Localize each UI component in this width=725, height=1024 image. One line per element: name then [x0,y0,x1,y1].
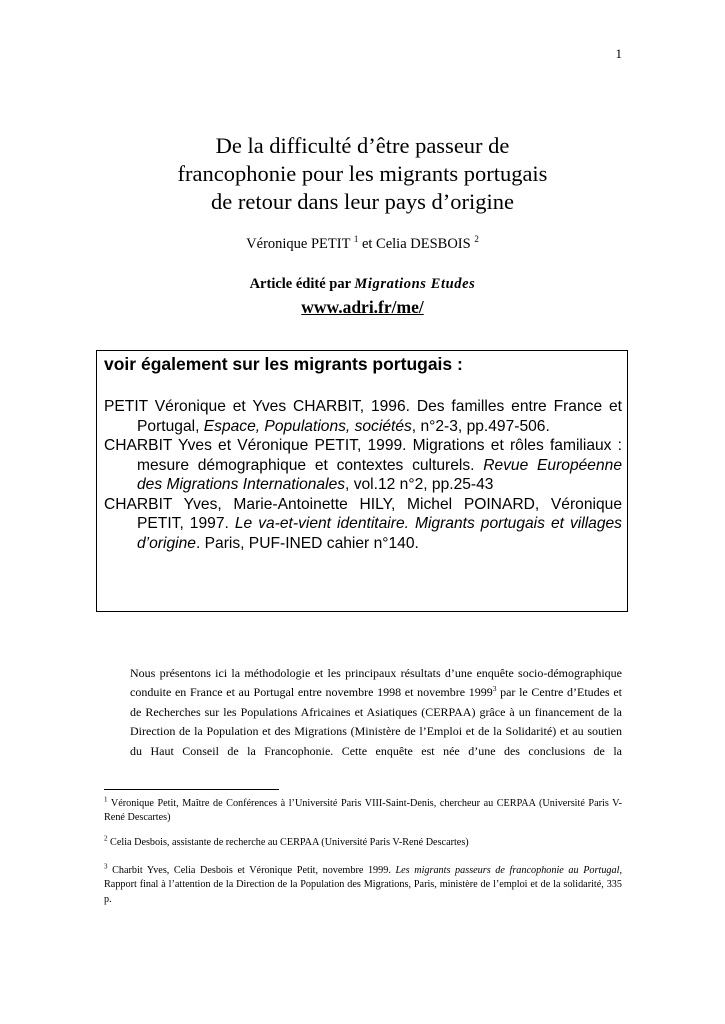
footnote-ref-2: 2 [474,234,479,245]
footnote-number: 2 [104,834,108,843]
reference-text-end: . Paris, PUF-INED cahier n°140. [195,534,419,552]
footnote-ref-3: 3 [492,684,497,694]
body-text-2: par le Centre d’Etudes et de Recherches sur les Populations Africaines et Asiatiques (CERPAA) grâce à un financement de la Direction de la Population et des Migrations (Ministère de l’Emploi et de la Solidarité) et au soutien du Haut Conseil de la Francophonie. Cette enquête est née d’une des conclusions de la [130,685,622,758]
reference-text: CHARBIT Yves, Marie-Antoinette HILY, Michel POINARD, Véronique PETIT, 1997. [104,495,622,532]
reference-item [104,495,622,554]
author-1: Véronique PETIT [246,236,351,252]
footnote-text: Véronique Petit, Maître de Conférences à l’Université Paris VIII-Saint-Denis, chercheur au CERPAA (Université Paris V-René Descartes) [104,798,622,824]
title-line-3: de retour dans leur pays d’origine [210,189,515,214]
footnote-text: Celia Desbois, assistante de recherche au CERPAA (Université Paris V-René Descartes) [107,837,469,848]
edited-by [0,276,725,293]
page-title [0,132,725,216]
page-number: 1 [615,46,622,61]
reference-item [104,397,622,436]
author-2: et Celia DESBOIS [361,236,471,252]
reference-text-end: , vol.12 n°2, pp.25-43 [345,476,494,493]
footnote-ref-1: 1 [353,234,359,245]
reference-journal: Revue Européenne des Migrations Internationales [137,456,622,493]
reference-text: CHARBIT Yves et Véronique PETIT, 1999. Migrations et rôles familiaux : mesure démographique et contextes culturels. [104,437,622,474]
body-paragraph [130,664,622,761]
title-line-2: francophonie pour les migrants portugais [177,161,548,186]
footnote-number: 3 [104,862,108,871]
reference-text: PETIT Véronique et Yves CHARBIT, 1996. Des familles entre France et Portugal, [104,398,622,435]
footnote-text: Charbit Yves, Celia Desbois et Véronique Petit, novembre 1999. [107,865,396,876]
authors [0,236,725,253]
footnote-text-end: , Rapport final à l’attention de la Direction de la Population des Migrations, Paris, ministère de l’emploi et de la solidarité, 335 p. [104,865,622,905]
reference-list [104,397,622,553]
refbox-heading: voir également sur les migrants portugais : [104,354,463,374]
reference-text-end: , n°2-3, pp.497-506. [411,417,550,435]
footnote-3 [104,864,622,907]
title-line-1: De la difficulté d’être passeur de [215,133,510,158]
footnote-separator [104,789,279,790]
website-link[interactable]: www.adri.fr/me/ [301,297,424,317]
footnote-1 [104,797,622,826]
footnote-2 [104,836,622,850]
reference-journal: Espace, Populations, sociétés [203,417,412,435]
footnote-report-title: Les migrants passeurs de francophonie au Portugal [395,865,620,876]
footnote-number: 1 [104,795,108,804]
journal-name: Migrations Etudes [354,276,476,292]
edited-prefix: Article édité par [249,276,351,292]
body-text-1: Nous présentons ici la méthodologie et les principaux résultats d’une enquête socio-démographique conduite en France et au Portugal entre novembre 1998 et novembre 1999 [130,666,622,700]
reference-title: Le va-et-vient identitaire. Migrants portugais et villages d’origine [137,515,622,552]
reference-item [104,436,622,495]
